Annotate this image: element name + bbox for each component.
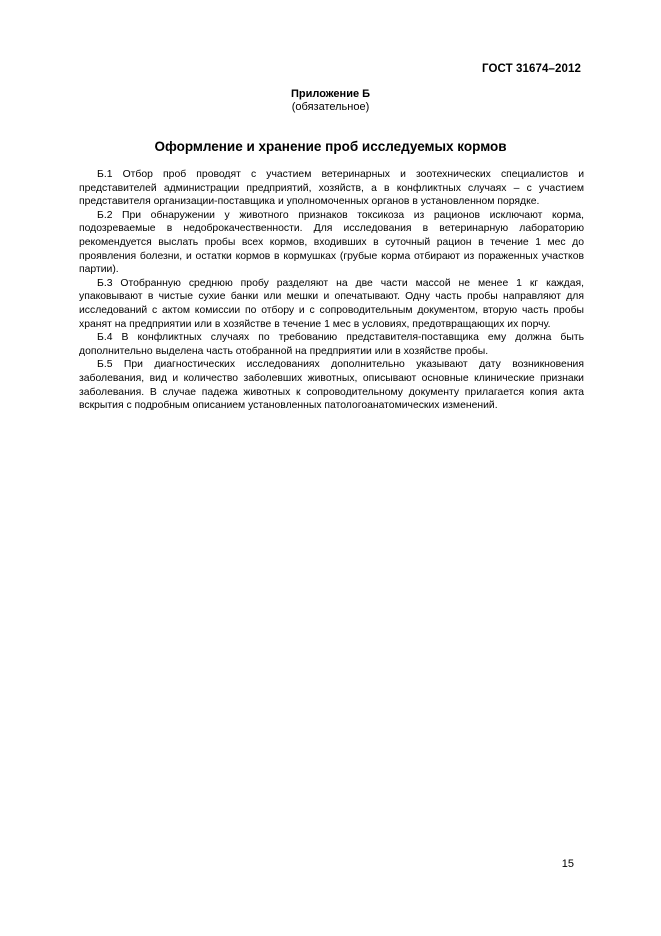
body-text	[79, 168, 584, 413]
paragraph-b2: Б.2 При обнаружении у животного признаков токсикоза из рационов исключают корма, подозреваемые в недоброкачественности. Для исследования в ветеринарную лабораторию рекомендуется выслать пробы всех кормов, входивших в суточный рацион в течение 1 мес до проявления болезни, и остатки кормов в кормушках (грубые корма отбирают из пораженных участков партии).	[79, 209, 584, 276]
paragraph-b4: Б.4 В конфликтных случаях по требованию представителя-поставщика ему должна быть дополнительно выделена часть отобранной на предприятии или в хозяйстве пробы.	[79, 332, 584, 357]
page-number: 15	[561, 858, 574, 870]
paragraph-b3: Б.3 Отобранную среднюю пробу разделяют на две части массой не менее 1 кг каждая, упаковывают в чистые сухие банки или мешки и опечатывают. Одну часть пробы направляют для исследований с актом комиссии по отбору и с сопроводительным документом, вторую часть пробы хранят на предприятии или в хозяйстве в течение 1 мес в условиях, предотвращающих их порчу.	[79, 277, 584, 330]
document-number: ГОСТ 31674–2012	[481, 63, 581, 75]
appendix-heading	[0, 88, 661, 114]
appendix-title: Приложение Б	[290, 88, 371, 100]
paragraph-b5: Б.5 При диагностических исследованиях дополнительно указывают дату возникновения заболевания, вид и количество заболевших животных, описывают основные клинические признаки заболевания. В случае падежа животных к сопроводительному документу прилагается копия акта вскрытия с подробным описанием установленных патологоанатомических изменений.	[79, 359, 584, 412]
section-title: Оформление и хранение проб исследуемых кормов	[154, 139, 507, 154]
appendix-subtitle: (обязательное)	[291, 101, 370, 113]
paragraph-b1: Б.1 Отбор проб проводят с участием ветеринарных и зоотехнических специалистов и представителей администрации предприятий, хозяйств, а в конфликтных случаях – с участием представителя организации-поставщика и уполномоченных органов в установленном порядке.	[79, 169, 584, 208]
